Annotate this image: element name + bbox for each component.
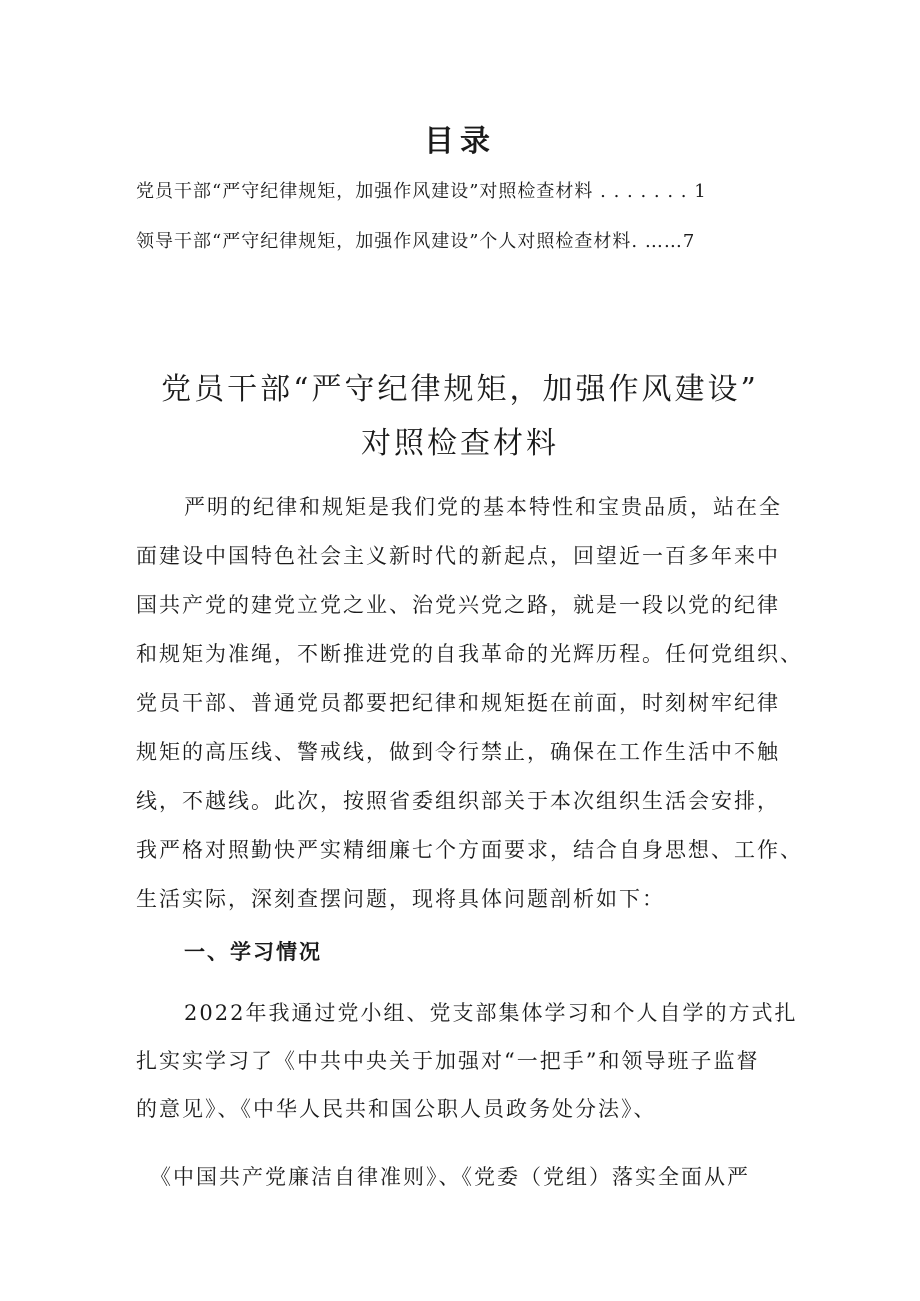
section-heading: 一、学习情况 xyxy=(184,939,322,964)
document-title: 党员干部“严守纪律规矩，加强作风建设” xyxy=(161,372,759,407)
paragraph-line: 我严格对照勤快严实精细廉七个方面要求，结合自身思想、工作、 xyxy=(136,838,803,862)
toc-title: 目录 xyxy=(424,124,496,159)
paragraph-line: 生活实际，深刻查摆问题，现将具体问题剖析如下： xyxy=(136,887,665,911)
paragraph-line: 《中国共产党廉洁自律准则》、《党委（党组）落实全面从严 xyxy=(150,1165,750,1189)
paragraph-line: 的意见》、《中华人民共和国公职人员政务处分法》、 xyxy=(136,1097,657,1121)
paragraph-line: 线，不越线。此次，按照省委组织部关于本次组织生活会安排， xyxy=(136,789,780,813)
paragraph-line: 国共产党的建党立党之业、治党兴党之路，就是一段以党的纪律 xyxy=(136,593,780,617)
toc-entry[interactable]: 党员干部“严守纪律规矩，加强作风建设”对照检查材料 . . . . . . . 1 xyxy=(136,181,707,202)
document-title-continued: 对照检查材料 xyxy=(361,426,559,461)
toc-entry[interactable]: 领导干部“严守纪律规矩，加强作风建设”个人对照检查材料. ……7 xyxy=(136,231,696,252)
paragraph-line: 2022年我通过党小组、党支部集体学习和个人自学的方式扎 xyxy=(184,1001,798,1025)
paragraph-line: 和规矩为准绳，不断推进党的自我革命的光辉历程。任何党组织、 xyxy=(136,642,803,666)
paragraph-line: 严明的纪律和规矩是我们党的基本特性和宝贵品质，站在全 xyxy=(184,495,782,519)
paragraph-line: 面建设中国特色社会主义新时代的新起点，回望近一百多年来中 xyxy=(136,544,780,568)
paragraph-line: 扎实实学习了《中共中央关于加强对“一把手”和领导班子监督 xyxy=(136,1049,760,1073)
paragraph-line: 党员干部、普通党员都要把纪律和规矩挺在前面，时刻树牢纪律 xyxy=(136,691,780,715)
paragraph-line: 规矩的高压线、警戒线，做到令行禁止，确保在工作生活中不触 xyxy=(136,740,780,764)
